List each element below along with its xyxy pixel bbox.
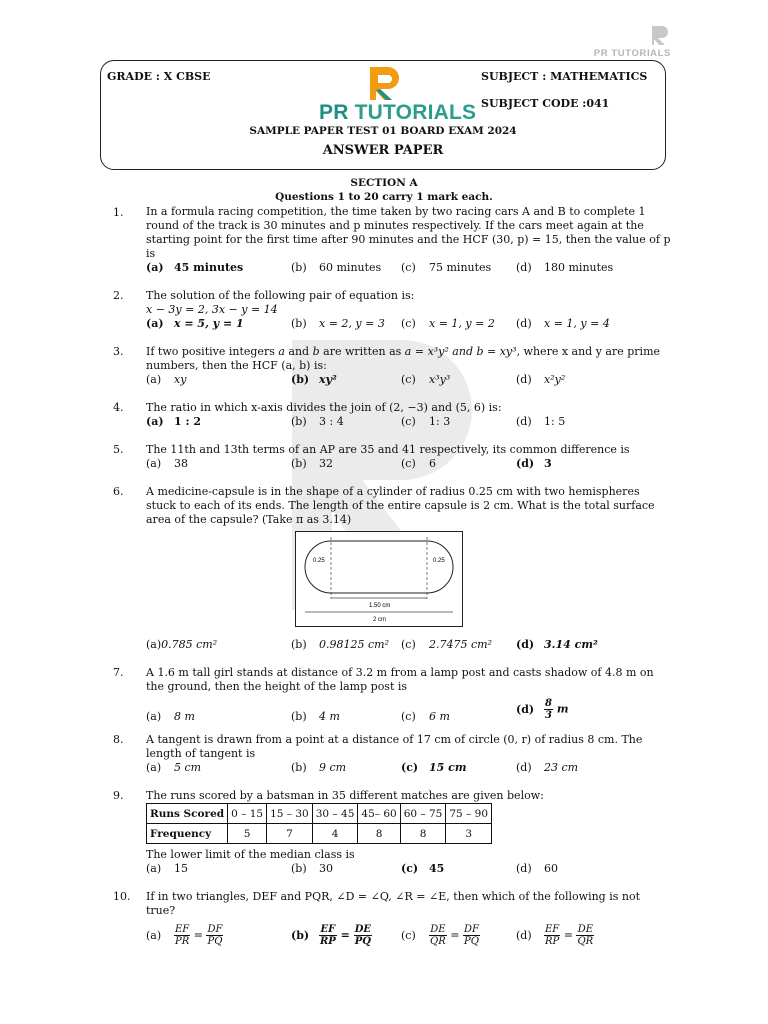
option-b: (b) 3 : 4 [291, 415, 344, 428]
option-d: (d) 23 cm [516, 761, 579, 774]
option-d: (d) $\frac{8}{3}$ m [516, 698, 569, 721]
option-c: (c) 6 m [401, 710, 450, 723]
option-a: (a) $\frac{EF}{PR}$ = $\frac{DF}{PQ}$ [146, 924, 223, 947]
question-number: 8. [113, 733, 124, 746]
option-b: (b) xy² [291, 373, 337, 386]
outer-length-label: 2 cm [373, 617, 387, 623]
option-a: (a) x = 5, y = 1 [146, 317, 244, 330]
option-a: (a)0.785 cm² [146, 638, 218, 651]
question-text: The runs scored by a batsman in 35 different matches are given below: [146, 789, 544, 802]
option-c: (c) 6 [401, 457, 436, 470]
option-b: (b) 9 cm [291, 761, 347, 774]
option-b: (b) 4 m [291, 710, 340, 723]
table-header: Frequency [147, 824, 228, 844]
question-number: 10. [113, 890, 131, 903]
frequency-table [146, 803, 492, 844]
option-d: (d) 180 minutes [516, 261, 614, 274]
question-number: 1. [113, 206, 124, 219]
option-c: (c) 15 cm [401, 761, 467, 774]
option-c: (c) x³y³ [401, 373, 451, 386]
option-c: (c) x = 1, y = 2 [401, 317, 495, 330]
table-row [147, 804, 492, 824]
table-cell: 30 – 45 [312, 804, 358, 824]
option-b: (b) x = 2, y = 3 [291, 317, 385, 330]
table-cell: 15 – 30 [267, 804, 313, 824]
table-cell: 8 [358, 824, 400, 844]
section-title: SECTION A [350, 177, 418, 189]
option-a: (a) xy [146, 373, 187, 386]
question-number: 6. [113, 485, 124, 498]
option-d: (d) 3 [516, 457, 552, 470]
table-row [147, 824, 492, 844]
table-cell: 3 [446, 824, 492, 844]
option-c: (c) $\frac{DE}{QR}$ = $\frac{DF}{PQ}$ [401, 924, 479, 947]
option-a: (a) 8 m [146, 710, 195, 723]
radius-left-label: 0.25 [313, 558, 325, 564]
question-number: 9. [113, 789, 124, 802]
option-d: (d) 1: 5 [516, 415, 566, 428]
question-text: In a formula racing competition, the time taken by two racing cars A and B to complete 1 round of the track is 30 minutes and p minutes respectively. If the cars meet again at the starting point for the first time after 90 minutes and the HCF (30, p) = 15, then the value of p is [146, 205, 671, 260]
option-d: (d) x²y² [516, 373, 566, 386]
brand-name [319, 101, 476, 125]
grade-label: GRADE : X CBSE [107, 70, 211, 83]
question-text: The 11th and 13th terms of an AP are 35 and 41 respectively, its common difference is [146, 443, 630, 456]
question-text: A tangent is drawn from a point at a distance of 17 cm of circle (0, r) of radius 8 cm. The length of tangent is [146, 733, 643, 760]
brand-tutorials: TUTORIALS [354, 101, 477, 124]
option-a: (a) 15 [146, 862, 188, 875]
watermark-text: PR TUTORIALS [593, 48, 671, 59]
question-number: 3. [113, 345, 124, 358]
paper-subtitle: ANSWER PAPER [322, 143, 444, 158]
pr-tutorials-logo-icon [366, 65, 402, 101]
question-text: The solution of the following pair of equation is: x − 3y = 2, 3x − y = 14 [146, 289, 415, 316]
option-b: (b) $\frac{EF}{RP}$ = $\frac{DE}{PQ}$ [291, 924, 372, 947]
option-d: (d) 3.14 cm² [516, 638, 598, 651]
table-header: Runs Scored [147, 804, 228, 824]
equation: x − 3y = 2, 3x − y = 14 [146, 303, 278, 316]
subject-label: SUBJECT : MATHEMATICS [481, 70, 648, 83]
table-cell: 0 – 15 [228, 804, 267, 824]
capsule-diagram [295, 531, 463, 627]
section-instructions: Questions 1 to 20 carry 1 mark each. [275, 191, 493, 203]
table-cell: 8 [400, 824, 446, 844]
brand-pr: PR [319, 101, 349, 124]
option-b: (b) 30 [291, 862, 333, 875]
subject-code-label: SUBJECT CODE :041 [481, 97, 610, 110]
question-number: 7. [113, 666, 124, 679]
option-b: (b) 32 [291, 457, 333, 470]
pr-watermark-logo-icon [650, 24, 670, 46]
option-a: (a) 38 [146, 457, 188, 470]
option-c: (c) 2.7475 cm² [401, 638, 492, 651]
option-b: (b) 60 minutes [291, 261, 382, 274]
header-box [100, 60, 666, 170]
option-c: (c) 45 [401, 862, 445, 875]
radius-right-label: 0.25 [433, 558, 445, 564]
paper-title: SAMPLE PAPER TEST 01 BOARD EXAM 2024 [249, 125, 517, 137]
option-d: (d) x = 1, y = 4 [516, 317, 610, 330]
question-text: If two positive integers a and b are written as a = x³y² and b = xy³, where x and y are prime numbers, then the HCF (a, b) is: [146, 345, 661, 372]
table-cell: 7 [267, 824, 313, 844]
question-number: 4. [113, 401, 124, 414]
option-a: (a) 5 cm [146, 761, 202, 774]
question-text: The ratio in which x-axis divides the join of (2, −3) and (5, 6) is: [146, 401, 502, 414]
option-a: (a) 45 minutes [146, 261, 244, 274]
table-cell: 4 [312, 824, 358, 844]
option-b: (b) 0.98125 cm² [291, 638, 389, 651]
option-c: (c) 1: 3 [401, 415, 451, 428]
table-cell: 60 – 75 [400, 804, 446, 824]
option-a: (a) 1 : 2 [146, 415, 202, 428]
table-cell: 75 – 90 [446, 804, 492, 824]
table-cell: 5 [228, 824, 267, 844]
option-d: (d) 60 [516, 862, 558, 875]
inner-length-label: 1.50 cm [369, 603, 391, 609]
question-text: A medicine-capsule is in the shape of a cylinder of radius 0.25 cm with two hemispheres stuck to each of its ends. The length of the entire capsule is 2 cm. What is the total surface area of the capsule? (Take π as 3.14) [146, 485, 655, 526]
question-text: The lower limit of the median class is [146, 848, 355, 861]
option-c: (c) 75 minutes [401, 261, 492, 274]
question-text: A 1.6 m tall girl stands at distance of 3.2 m from a lamp post and casts shadow of 4.8 m on the ground, then the height of the lamp post is [146, 666, 654, 693]
question-number: 2. [113, 289, 124, 302]
question-text: If in two triangles, DEF and PQR, ∠D = ∠Q, ∠R = ∠E, then which of the following is not true? [146, 890, 640, 917]
question-number: 5. [113, 443, 124, 456]
option-d: (d) $\frac{EF}{RP}$ = $\frac{DE}{QR}$ [516, 924, 594, 947]
table-cell: 45– 60 [358, 804, 400, 824]
